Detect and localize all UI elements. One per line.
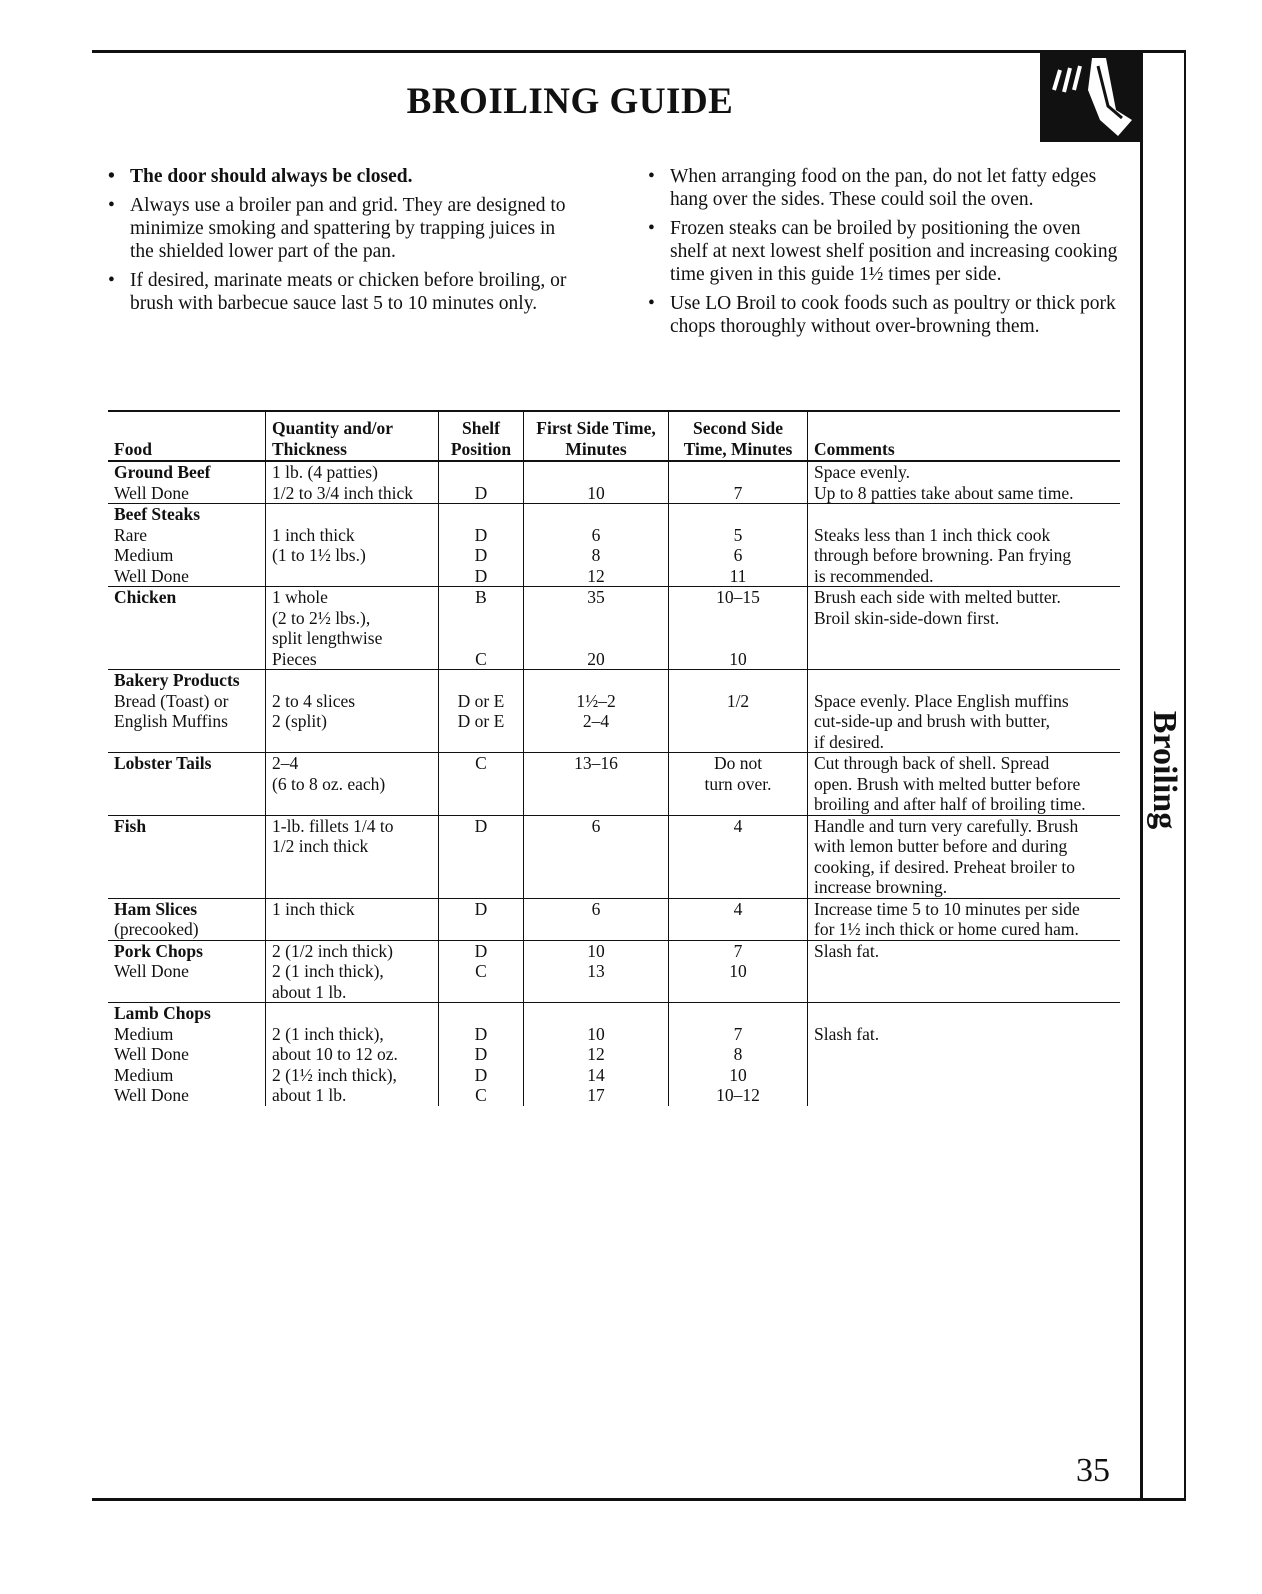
cell-line xyxy=(675,982,801,1003)
header-first-side: First Side Time, Minutes xyxy=(524,411,669,461)
cell-line xyxy=(114,732,259,753)
first-side-cell xyxy=(524,753,669,816)
cell-line xyxy=(814,982,1114,1003)
first-side-cell xyxy=(524,940,669,1003)
tip-item: • When arranging food on the pan, do not let fatty edges hang over the sides. These could soil the oven. xyxy=(648,165,1123,211)
shelf-cell xyxy=(439,940,524,1003)
cell-line: D xyxy=(474,545,488,565)
second-side-cell xyxy=(669,461,808,504)
table-row xyxy=(108,504,1120,587)
cell-line xyxy=(272,1003,432,1024)
cell-line: (6 to 8 oz. each) xyxy=(272,773,386,794)
cell-line xyxy=(675,919,801,940)
cell-line xyxy=(445,504,517,525)
cell-line: open. Brush with melted butter before xyxy=(814,773,1081,794)
cell-line xyxy=(530,504,662,525)
cell-line: cooking, if desired. Preheat broiler to xyxy=(814,856,1075,877)
cell-line xyxy=(272,794,432,815)
cell-line: is recommended. xyxy=(814,565,934,586)
header-second-side: Second Side Time, Minutes xyxy=(669,411,808,461)
cell-line: 17 xyxy=(587,1085,605,1105)
cell-line: Space evenly. Place English muffins xyxy=(814,690,1069,711)
comments-cell xyxy=(808,940,1121,1003)
food-name: Bakery Products xyxy=(114,670,240,690)
cell-line xyxy=(675,711,801,732)
cell-line: about 1 lb. xyxy=(272,981,347,1002)
cell-line xyxy=(530,857,662,878)
comments-cell xyxy=(808,461,1121,504)
cell-line: 1/2 to 3/4 inch thick xyxy=(272,482,413,503)
table-row xyxy=(108,1003,1120,1106)
cell-line xyxy=(530,462,662,483)
cell-line: Well Done xyxy=(114,1085,189,1105)
cell-line: C xyxy=(475,961,487,981)
food-name: Fish xyxy=(114,815,147,836)
tips-left xyxy=(108,165,578,321)
tip-item: • The door should always be closed. xyxy=(108,165,578,188)
cell-line: 10 xyxy=(729,648,747,669)
top-rule xyxy=(92,50,1186,53)
page-title: BROILING GUIDE xyxy=(406,81,734,122)
cell-line xyxy=(272,732,432,753)
cell-line: 10 xyxy=(587,482,605,503)
cell-line: (2 to 2½ lbs.), xyxy=(272,607,371,628)
cell-line xyxy=(675,836,801,857)
cell-line xyxy=(114,628,259,649)
cell-line: Steaks less than 1 inch thick cook xyxy=(814,524,1051,545)
cell-line xyxy=(445,774,517,795)
cell-line: 14 xyxy=(587,1064,605,1085)
food-name: Lamb Chops xyxy=(114,1003,211,1023)
first-side-cell xyxy=(524,815,669,898)
cell-line xyxy=(530,919,662,940)
cell-line: (1 to 1½ lbs.) xyxy=(272,545,366,565)
cell-line: split lengthwise xyxy=(272,628,383,648)
header-comments: Comments xyxy=(808,411,1121,461)
second-side-cell xyxy=(669,940,808,1003)
second-side-cell xyxy=(669,504,808,587)
food-name: Ham Slices xyxy=(114,898,198,919)
table-row xyxy=(108,940,1120,1003)
section-tab xyxy=(1143,680,1184,860)
cell-line xyxy=(530,794,662,815)
cell-line xyxy=(530,982,662,1003)
cell-line: 1 whole xyxy=(272,587,328,607)
shelf-cell xyxy=(439,898,524,940)
cell-line: 12 xyxy=(587,565,605,586)
cell-line xyxy=(675,794,801,815)
cell-line: D xyxy=(474,1023,488,1044)
cell-line xyxy=(445,732,517,753)
cell-line xyxy=(530,877,662,898)
cell-line: D xyxy=(474,940,488,961)
second-side-cell xyxy=(669,670,808,753)
cell-line xyxy=(272,670,432,691)
food-cell xyxy=(108,753,266,816)
cell-line: 10–12 xyxy=(716,1085,760,1105)
cell-line: D xyxy=(474,482,488,503)
food-name: Ground Beef xyxy=(114,462,211,482)
comments-cell xyxy=(808,504,1121,587)
cell-line xyxy=(675,462,801,483)
cell-line: 5 xyxy=(733,524,743,545)
cell-line: 2 (split) xyxy=(272,711,327,731)
cell-line xyxy=(445,628,517,649)
cell-line: 6 xyxy=(591,898,601,919)
cell-line: Increase time 5 to 10 minutes per side xyxy=(814,898,1080,919)
cell-line: D xyxy=(474,1064,488,1085)
cell-line xyxy=(114,857,259,878)
quantity-cell xyxy=(266,940,439,1003)
table-row xyxy=(108,753,1120,816)
quantity-cell xyxy=(266,504,439,587)
cell-line: Well Done xyxy=(114,565,189,586)
cell-line xyxy=(675,608,801,629)
table-row xyxy=(108,587,1120,670)
cell-line: 2 (1 inch thick), xyxy=(272,1023,384,1044)
first-side-cell xyxy=(524,504,669,587)
cell-line: 10 xyxy=(587,1023,605,1044)
food-cell xyxy=(108,461,266,504)
quantity-cell xyxy=(266,587,439,670)
broiling-table xyxy=(108,410,1120,1106)
shelf-cell xyxy=(439,461,524,504)
cell-line xyxy=(445,877,517,898)
cell-line: Space evenly. xyxy=(814,462,911,482)
cell-line xyxy=(814,670,1114,691)
header-quantity: Quantity and/or Thickness xyxy=(266,411,439,461)
cell-line: turn over. xyxy=(704,773,772,794)
cell-line: Well Done xyxy=(114,482,189,503)
table-row xyxy=(108,670,1120,753)
shelf-cell xyxy=(439,504,524,587)
cell-line xyxy=(272,857,432,878)
cell-line: increase browning. xyxy=(814,877,948,897)
cell-line xyxy=(675,877,801,898)
cell-line xyxy=(445,608,517,629)
cell-line: Well Done xyxy=(114,1044,189,1064)
first-side-cell xyxy=(524,670,669,753)
food-name: Chicken xyxy=(114,587,177,607)
cell-line: 10 xyxy=(587,940,605,961)
cell-line: Cut through back of shell. Spread xyxy=(814,753,1050,773)
section-tab-label: Broiling xyxy=(1145,710,1183,830)
cell-line: 2 (1/2 inch thick) xyxy=(272,940,394,961)
second-side-cell xyxy=(669,753,808,816)
tip-item: • Frozen steaks can be broiled by positioning the oven shelf at next lowest shelf position and increasing cooking time given in this guide 1½ times per side. xyxy=(648,217,1123,286)
quantity-cell xyxy=(266,670,439,753)
cell-line xyxy=(272,919,432,940)
cell-line: 1 inch thick xyxy=(272,898,355,919)
shelf-cell xyxy=(439,670,524,753)
cell-line: Pieces xyxy=(272,648,317,669)
cell-line: Medium xyxy=(114,1023,174,1044)
cell-line xyxy=(814,1003,1114,1024)
cell-line xyxy=(445,919,517,940)
cell-line xyxy=(675,628,801,649)
cell-line xyxy=(114,836,259,857)
cell-line: 2–4 xyxy=(582,711,610,731)
food-name: Pork Chops xyxy=(114,940,203,961)
shelf-cell xyxy=(439,587,524,670)
cell-line xyxy=(814,504,1114,525)
cell-line xyxy=(272,566,432,587)
cell-line: 12 xyxy=(587,1044,605,1064)
cell-line xyxy=(814,1085,1114,1106)
cell-line: Rare xyxy=(114,524,148,545)
cell-line xyxy=(814,1044,1114,1065)
header-shelf: Shelf Position xyxy=(439,411,524,461)
cell-line: Broil skin-side-down first. xyxy=(814,607,1000,628)
cell-line: D xyxy=(474,1044,488,1064)
comments-cell xyxy=(808,898,1121,940)
cell-line xyxy=(530,608,662,629)
quantity-cell xyxy=(266,1003,439,1106)
cell-line: D or E xyxy=(457,711,505,731)
cell-line: 13–16 xyxy=(574,753,618,773)
cell-line: 1½–2 xyxy=(576,690,616,711)
comments-cell xyxy=(808,670,1121,753)
comments-cell xyxy=(808,587,1121,670)
cell-line: 1/2 xyxy=(726,690,750,711)
cell-line: 7 xyxy=(733,482,743,503)
cell-line: 35 xyxy=(587,587,605,607)
cell-line: 6 xyxy=(733,545,743,565)
cell-line xyxy=(272,504,432,525)
cell-line: 2 to 4 slices xyxy=(272,690,356,711)
cell-line: 4 xyxy=(733,815,743,836)
cell-line: 7 xyxy=(733,940,743,961)
food-cell xyxy=(108,504,266,587)
bottom-rule xyxy=(92,1498,1186,1501)
cell-line xyxy=(445,857,517,878)
cell-line xyxy=(445,836,517,857)
cell-line xyxy=(445,794,517,815)
cell-line: Medium xyxy=(114,1064,174,1085)
table-row xyxy=(108,898,1120,940)
cell-line: 2–4 xyxy=(272,753,299,773)
cell-line: 11 xyxy=(729,565,747,586)
comments-cell xyxy=(808,753,1121,816)
cell-line: D xyxy=(474,565,488,586)
cell-line: C xyxy=(475,648,487,669)
cell-line: 1/2 inch thick xyxy=(272,836,369,856)
comments-cell xyxy=(808,1003,1121,1106)
cell-line: 13 xyxy=(587,961,605,981)
tips-right xyxy=(648,165,1123,344)
cell-line: D or E xyxy=(457,690,505,711)
cell-line xyxy=(114,794,259,815)
cell-line: D xyxy=(474,898,488,919)
cell-line: 1 lb. (4 patties) xyxy=(272,462,378,482)
header-food: Food xyxy=(108,411,266,461)
cell-line xyxy=(530,628,662,649)
quantity-cell xyxy=(266,753,439,816)
cell-line: 8 xyxy=(591,545,601,565)
cell-line: 1 inch thick xyxy=(272,524,355,545)
quantity-cell xyxy=(266,898,439,940)
cell-line: C xyxy=(475,1085,487,1105)
food-cell xyxy=(108,940,266,1003)
second-side-cell xyxy=(669,815,808,898)
cell-line: Medium xyxy=(114,545,174,565)
tip-item: • If desired, marinate meats or chicken before broiling, or brush with barbecue sauce last 5 to 10 minutes only. xyxy=(108,269,578,315)
shelf-cell xyxy=(439,815,524,898)
food-cell xyxy=(108,898,266,940)
food-cell xyxy=(108,815,266,898)
table-row xyxy=(108,461,1120,504)
cell-line: B xyxy=(475,587,487,607)
cell-line: (precooked) xyxy=(114,919,199,939)
tip-item: • Always use a broiler pan and grid. They are designed to minimize smoking and spattering by trapping juices in the shielded lower part of the pan. xyxy=(108,194,578,263)
cell-line xyxy=(530,670,662,691)
cell-line: 4 xyxy=(733,898,743,919)
second-side-cell xyxy=(669,898,808,940)
cell-line xyxy=(114,608,259,629)
cell-line xyxy=(114,649,259,670)
cell-line xyxy=(272,877,432,898)
cell-line xyxy=(675,504,801,525)
cell-line: 20 xyxy=(587,648,605,669)
cell-line xyxy=(530,732,662,753)
cell-line xyxy=(445,1003,517,1024)
cell-line: 10 xyxy=(729,961,747,981)
cell-line xyxy=(114,982,259,1003)
table-row xyxy=(108,815,1120,898)
shelf-cell xyxy=(439,753,524,816)
cell-line: 6 xyxy=(591,815,601,836)
cell-line: D xyxy=(474,524,488,545)
cell-line xyxy=(530,836,662,857)
cell-line xyxy=(114,877,259,898)
cell-line: 6 xyxy=(591,524,601,545)
cell-line: 10 xyxy=(729,1064,747,1085)
cell-line: cut-side-up and brush with butter, xyxy=(814,711,1050,731)
cell-line xyxy=(114,774,259,795)
cell-line: for 1½ inch thick or home cured ham. xyxy=(814,919,1079,939)
cell-line: 1-lb. fillets 1/4 to xyxy=(272,815,394,836)
cell-line: 8 xyxy=(733,1044,743,1064)
cell-line xyxy=(675,670,801,691)
cell-line: if desired. xyxy=(814,731,884,752)
food-cell xyxy=(108,587,266,670)
cell-line: through before browning. Pan frying xyxy=(814,545,1072,565)
cell-line: D xyxy=(474,815,488,836)
cell-line xyxy=(530,1003,662,1024)
cell-line: Slash fat. xyxy=(814,1023,880,1044)
cell-line xyxy=(445,462,517,483)
cell-line xyxy=(814,961,1114,982)
second-side-cell xyxy=(669,1003,808,1106)
cell-line xyxy=(445,982,517,1003)
cell-line: Handle and turn very carefully. Brush xyxy=(814,815,1079,836)
cell-line: 2 (1½ inch thick), xyxy=(272,1064,397,1085)
cell-line: broiling and after half of broiling time. xyxy=(814,794,1086,814)
first-side-cell xyxy=(524,587,669,670)
cell-line xyxy=(814,1065,1114,1086)
cell-line xyxy=(445,670,517,691)
quantity-cell xyxy=(266,461,439,504)
cell-line: Up to 8 patties take about same time. xyxy=(814,482,1074,503)
food-name: Lobster Tails xyxy=(114,753,212,773)
food-cell xyxy=(108,1003,266,1106)
first-side-cell xyxy=(524,898,669,940)
cell-line: English Muffins xyxy=(114,711,228,731)
comments-cell xyxy=(808,815,1121,898)
first-side-cell xyxy=(524,461,669,504)
cell-line xyxy=(814,628,1114,649)
food-cell xyxy=(108,670,266,753)
table-header-row xyxy=(108,411,1120,461)
cell-line: Bread (Toast) or xyxy=(114,690,229,711)
cell-line: Do not xyxy=(713,753,763,773)
cell-line: about 1 lb. xyxy=(272,1085,347,1105)
cell-line: Brush each side with melted butter. xyxy=(814,587,1061,607)
first-side-cell xyxy=(524,1003,669,1106)
shelf-cell xyxy=(439,1003,524,1106)
food-name: Beef Steaks xyxy=(114,504,201,524)
cell-line: 7 xyxy=(733,1023,743,1044)
cell-line xyxy=(530,774,662,795)
cell-line: C xyxy=(475,753,487,773)
cell-line: Slash fat. xyxy=(814,940,880,961)
cell-line: 2 (1 inch thick), xyxy=(272,961,384,981)
tip-item: • Use LO Broil to cook foods such as poultry or thick pork chops thoroughly without over-browning them. xyxy=(648,292,1123,338)
cell-line: 10–15 xyxy=(716,587,760,607)
cell-line xyxy=(675,857,801,878)
cell-line xyxy=(675,732,801,753)
cell-line: about 10 to 12 oz. xyxy=(272,1044,398,1064)
page-number: 35 xyxy=(1076,1452,1110,1489)
cell-line: Well Done xyxy=(114,961,189,981)
cell-line xyxy=(675,1003,801,1024)
second-side-cell xyxy=(669,587,808,670)
quantity-cell xyxy=(266,815,439,898)
cell-line xyxy=(814,649,1114,670)
page-edge-border xyxy=(1184,50,1186,1499)
cell-line: with lemon butter before and during xyxy=(814,836,1068,856)
